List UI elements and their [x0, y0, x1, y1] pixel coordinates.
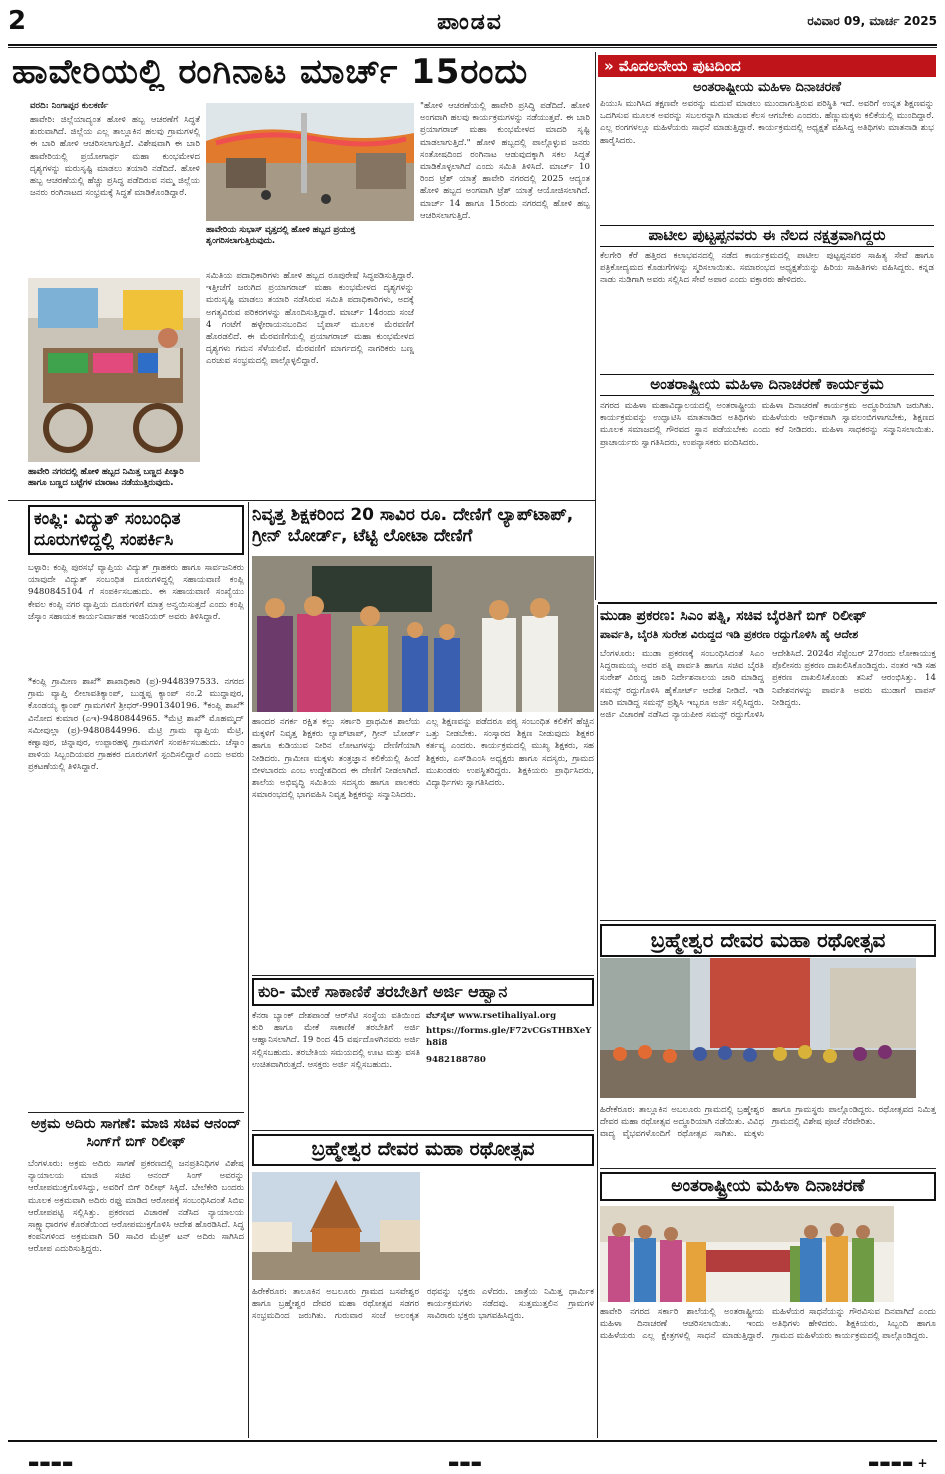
- lead-body-left: ಹಾವೇರಿ: ಜಿಲ್ಲೆಯಾದ್ಯಂತ ಹೋಳಿ ಹಬ್ಬ ಆಚರಣೆಗೆ ಸಿದ್ಧತೆ ಶುರುವಾಗಿದೆ. ಜಿಲ್ಲೆಯ ಎಲ್ಲ ತಾಲ್ಲೂಕಿನ ಹಲವು ಗ್ರಾಮಗಳಲ್ಲಿ ಈ ಬಾರಿ ಹೋಳಿ ಆಚರಿಸಲಾಗುತ್ತಿದೆ. ವಿಶೇಷವಾಗಿ ಈ ಬಾರಿ ಹಾವೇರಿಯಲ್ಲಿ ಪ್ರಯೋಗಾರ್ಥ ಮಹಾ ಕುಂಭಮೇಳದ ದೃಶ್ಯಗಳನ್ನು ಮರುಸೃಷ್ಟಿ ಮಾಡಲು ತಯಾರಿ ನಡೆದಿದೆ. ಹೋಳಿ ಹಬ್ಬ ಆಚರಣೆಯಲ್ಲಿ ಹೆಚ್ಚು ಪ್ರಸಿದ್ಧ ಪಡೆದಿರುವ ನಮ್ಮ ಜಿಲ್ಲೆಯ ಜನರು ರಂಗಿನಾಟದ ಸಂಭ್ರಮಕ್ಕೆ ಸಿದ್ಧತೆ ಮಾಡಿಕೊಂಡಿದ್ದಾರೆ.: [30, 115, 200, 199]
- kuri-form-link: https://forms.gle/F72vCGsTHBXeYh8i8: [426, 1026, 592, 1049]
- holi-stall-photo: [28, 278, 200, 462]
- akrama-body: ಬೆಂಗಳೂರು: ಅಕ್ರಮ ಅದಿರು ಸಾಗಣೆ ಪ್ರಕರಣದಲ್ಲಿ ಜನಪ್ರತಿನಿಧಿಗಳ ವಿಶೇಷ ನ್ಯಾಯಾಲಯ ಮಾಜಿ ಸಚಿವ ಆನಂದ್ ಸಿಂಗ್ ಅವರನ್ನು ಆರೋಪಮುಕ್ತಗೊಳಿಸಿದ್ದು, ಅವರಿಗೆ ಬಿಗ್ ರಿಲೀಫ್ ಸಿಕ್ಕಿದೆ. ಬೇಲೆಕೇರಿ ಬಂದರು ಮೂಲಕ ಅಕ್ರಮವಾಗಿ ಅದಿರು ರಫ್ತು ಮಾಡಿದ ಆರೋಪಕ್ಕೆ ಸಂಬಂಧಿಸಿದಂತೆ ಸಿಬಿಐ ಆರೋಪಪಟ್ಟಿ ಸಲ್ಲಿಸಿತ್ತು. ಪ್ರಕರಣದ ವಿಚಾರಣೆ ನಡೆಸಿದ ನ್ಯಾಯಾಲಯ ಸಾಕ್ಷ್ಯಾಧಾರಗಳ ಕೊರತೆಯಿಂದ ಆರೋಪಮುಕ್ತಗೊಳಿಸಿ ಆದೇಶ ಹೊರಡಿಸಿದೆ. ಸಿದ್ಧ ಕಂಪನಿಗಳಿಂದ ಅಕ್ರಮವಾಗಿ 50 ಸಾವಿರ ಮೆಟ್ರಿಕ್ ಟನ್ ಅದಿರು ಸಾಗಿಸಿದ ಆರೋಪ ಎದುರಿಸುತ್ತಿದ್ದರು.: [28, 1159, 244, 1255]
- lead-headline: ಹಾವೇರಿಯಲ್ಲಿ ರಂಗಿನಾಟ ಮಾರ್ಚ್ 15ರಂದು: [12, 54, 529, 92]
- festival-crowd-photo: [600, 958, 916, 1098]
- section-banner: » ಮೊದಲನೇಯ ಪುಟದಿಂದ: [598, 55, 936, 77]
- rathotsava-big-headline: ಬ್ರಹ್ಮೇಶ್ವರ ದೇವರ ಮಹಾ ರಥೋತ್ಸವ: [600, 924, 936, 957]
- womens-day-big-body: ಹಾವೇರಿ ನಗರದ ಸರ್ಕಾರಿ ಶಾಲೆಯಲ್ಲಿ ಅಂತರಾಷ್ಟ್ರೀಯ ಮಹಿಳಾ ದಿನಾಚರಣೆ ಆಚರಿಸಲಾಯಿತು. ಇಂದು ಮಹಿಳೆಯರು ಎಲ್ಲ ಕ್ಷೇತ್ರಗಳಲ್ಲಿ ಸಾಧನೆ ಮಾಡುತ್ತಿದ್ದಾರೆ. ಮಹಿಳೆಯರ ಸಾಧನೆಯನ್ನು ಗೌರವಿಸುವ ದಿನವಾಗಿದೆ ಎಂದು ಅತಿಥಿಗಳು ಹೇಳಿದರು. ಶಿಕ್ಷಕಿಯರು, ಸಿಬ್ಬಂದಿ ಹಾಗೂ ಗ್ರಾಮದ ಮಹಿಳೆಯರು ಕಾರ್ಯಕ್ರಮದಲ್ಲಿ ಪಾಲ್ಗೊಂಡಿದ್ದರು.: [600, 1307, 936, 1342]
- kampli-headline: ಕಂಪ್ಲಿ: ವಿದ್ಯುತ್ ಸಂಬಂಧಿತ ದೂರುಗಳಿದ್ದಲ್ಲಿ ಸಂಪರ್ಕಿಸಿ: [28, 505, 244, 555]
- footer-mark-left: ▬▬▬▬: [28, 1456, 74, 1470]
- classroom-donation-photo: [252, 556, 594, 712]
- page-number: 2: [8, 6, 27, 36]
- muda-subhead: ಪಾರ್ವತಿ, ಬೈರತಿ ಸುರೇಶ ವಿರುದ್ಧದ ಇಡಿ ಪ್ರಕರಣ ರದ್ದುಗೊಳಿಸಿ ಹೈ ಆದೇಶ: [600, 628, 859, 641]
- dateline: ರವಿವಾರ 09, ಮಾರ್ಚ 2025: [807, 14, 937, 28]
- footer-mark-right: ▬▬▬▬ +: [868, 1456, 928, 1470]
- womens-day-big-headline: ಅಂತರಾಷ್ಟ್ರೀಯ ಮಹಿಳಾ ದಿನಾಚರಣೆ: [600, 1172, 936, 1201]
- kampli-body: ಬಳ್ಳಾರಿ: ಕಂಪ್ಲಿ ಪುರಸಭೆ ವ್ಯಾಪ್ತಿಯ ವಿದ್ಯುತ್ ಗ್ರಾಹಕರು ಹಾಗೂ ಸಾರ್ವಜನಿಕರು ಯಾವುದೇ ವಿದ್ಯುತ್ ಸಂಬಂಧಿತ ದೂರುಗಳಿದ್ದಲ್ಲಿ ಸಹಾಯವಾಣಿ ಕಂಪ್ಲಿ 9480845104 ಗೆ ಸಂಪರ್ಕಿಸಬಹುದು. ಈ ಸಹಾಯವಾಣಿ ಸಂಖ್ಯೆಯು ಕೇವಲ ಕಂಪ್ಲಿ ನಗರ ವ್ಯಾಪ್ತಿಯ ದೂರುಗಳಿಗೆ ಮಾತ್ರ ಅನ್ವಯಿಸುತ್ತದೆ ಎಂದು ಕಂಪ್ಲಿ ಜೆಸ್ಕಾಂ ಸಹಾಯಕ ಕಾರ್ಯನಿರ್ವಾಹಕ ಇಂಜಿನಿಯರ್ ಅವರು ತಿಳಿಸಿದ್ದಾರೆ.: [28, 563, 244, 622]
- womens-day-body: ಪಿಯುಸಿ ಮುಗಿಸಿದ ತಕ್ಷಣವೇ ಅವರನ್ನು ಮದುವೆ ಮಾಡಲು ಮುಂದಾಗುತ್ತಿರುವ ಪರಿಸ್ಥಿತಿ ಇದೆ. ಅವರಿಗೆ ಉನ್ನತ ಶಿಕ್ಷಣವನ್ನು ಒದಗಿಸುವ ಮೂಲಕ ಅವರನ್ನು ಸಬಲರನ್ನಾಗಿ ಮಾಡುವ ಕೆಲಸ ಆಗಬೇಕು ಎಂದರು. ಹೆಣ್ಣುಮಕ್ಕಳು ಕಲಿಕೆಯಲ್ಲಿ ಮುಂದಿದ್ದಾರೆ. ಎಲ್ಲ ರಂಗಗಳಲ್ಲೂ ಮಹಿಳೆಯರು ಸಾಧನೆ ಮಾಡುತ್ತಿದ್ದಾರೆ. ಕಾರ್ಯಕ್ರಮದಲ್ಲಿ ಅಧ್ಯಕ್ಷತೆ ವಹಿಸಿದ್ದ ಅತಿಥಿಗಳು ಮಾತನಾಡಿ ಶುಭ ಹಾರೈಸಿದರು.: [600, 99, 934, 146]
- patil-headline: ಪಾಟೀಲ ಪುಟ್ಟಪ್ಪನವರು ಈ ನೆಲದ ನಕ್ಷತ್ರವಾಗಿದ್ದರು: [600, 225, 934, 247]
- kuri-body: ಕೆನರಾ ಬ್ಯಾಂಕ್ ದೇಶಪಾಂಡೆ ಆರ್‌ಸೆಟಿ ಸಂಸ್ಥೆಯ ವತಿಯಿಂದ ಕುರಿ ಹಾಗೂ ಮೇಕೆ ಸಾಕಾಣಿಕೆ ತರಬೇತಿಗೆ ಅರ್ಜಿ ಆಹ್ವಾನಿಸಲಾಗಿದೆ. 19 ರಿಂದ 45 ವರ್ಷದೊಳಗಿನವರು ಅರ್ಜಿ ಸಲ್ಲಿಸಬಹುದು. ತರಬೇತಿಯ ಸಮಯದಲ್ಲಿ ಊಟ ಮತ್ತು ವಸತಿ ಉಚಿತವಾಗಿರುತ್ತದೆ. ಆಸಕ್ತರು ಅರ್ಜಿ ಸಲ್ಲಿಸಬಹುದು.: [252, 1011, 420, 1070]
- kuri-phone: 9482188780: [426, 1055, 486, 1065]
- kuri-headline: ಕುರಿ- ಮೇಕೆ ಸಾಕಾಣಿಕೆ ತರಬೇತಿಗೆ ಅರ್ಜಿ ಆಹ್ವಾನ: [252, 978, 594, 1006]
- lead-caption-1: ಹಾವೇರಿಯ ಸುಭಾಸ್ ವೃತ್ತದಲ್ಲಿ ಹೋಳಿ ಹಬ್ಬದ ಪ್ರಯುಕ್ತ ಶೃಂಗರಿಸಲಾಗುತ್ತಿರುವುದು.: [206, 224, 356, 246]
- womens-program-headline: ಅಂತರಾಷ್ಟ್ರೀಯ ಮಹಿಳಾ ದಿನಾಚರಣೆ ಕಾರ್ಯಕ್ರಮ: [600, 374, 934, 396]
- teacher-body-left: ಹಾಂದರ ನಗರ್ಕ ರಕ್ಷಿತ ಕಲ್ಲು ಸರ್ಕಾರಿ ಪ್ರಾಥಮಿಕ ಶಾಲೆಯ ಮಕ್ಕಳಿಗೆ ನಿವೃತ್ತ ಶಿಕ್ಷಕರು ಲ್ಯಾಪ್‌ಟಾಪ್, ಗ್ರೀನ್ ಬೋರ್ಡ್ ಹಾಗೂ ಕುಡಿಯುವ ನೀರಿನ ಲೋಟಗಳನ್ನು ದೇಣಿಗೆಯಾಗಿ ನೀಡಿದರು. ಗ್ರಾಮೀಣ ಮಕ್ಕಳು ತಂತ್ರಜ್ಞಾನ ಕಲಿಕೆಯಲ್ಲಿ ಹಿಂದೆ ಬೀಳಬಾರದು ಎಂಬ ಉದ್ದೇಶದಿಂದ ಈ ದೇಣಿಗೆ ನೀಡಲಾಗಿದೆ. ಶಾಲೆಯ ಅಭಿವೃದ್ಧಿ ಸಮಿತಿಯ ಸದಸ್ಯರು ಹಾಗೂ ಪಾಲಕರು ಸಮಾರಂಭದಲ್ಲಿ ಭಾಗವಹಿಸಿ ನಿವೃತ್ತ ಶಿಕ್ಷಕರನ್ನು ಸನ್ಮಾನಿಸಿದರು.: [252, 717, 420, 801]
- lead-body-right: "ಹೋಳಿ ಆಚರಣೆಯಲ್ಲಿ ಹಾವೇರಿ ಪ್ರಸಿದ್ಧಿ ಪಡೆದಿದೆ. ಹೋಳಿ ಅಂಗವಾಗಿ ಹಲವು ಕಾರ್ಯಕ್ರಮಗಳನ್ನು ನಡೆಯುತ್ತವೆ. ಈ ಬಾರಿ ಪ್ರಯಾಗರಾಜ್ ಮಹಾ ಕುಂಭಮೇಳದ ಮಾದರಿ ಸೃಷ್ಟಿ ಮಾಡಲಾಗುತ್ತಿದೆ." ಹೋಳಿ ಹಬ್ಬದಲ್ಲಿ ಪಾಲ್ಗೊಳ್ಳುವ ಜನರು ಸಂತೋಷದಿಂದ ರಂಗಿನಾಟ ಆಡುವುದಕ್ಕಾಗಿ ಸಕಲ ಸಿದ್ಧತೆ ಮಾಡಿಕೊಳ್ಳಲಾಗಿದೆ ಎಂದು ಸಮಿತಿ ತಿಳಿಸಿದೆ. ಮಾರ್ಚ್ 10 ರಿಂದ ಟ್ರೆಶ್ ಯಾತ್ರೆ ಹಾವೇರಿ ನಗರದಲ್ಲಿ 2025 ಆದ್ಯಂತ ಹೋಳಿ ಹಬ್ಬದ ಅಂಗವಾಗಿ ಟ್ರೆಶ್ ಯಾತ್ರೆ ಆಯೋಜಿಸಲಾಗಿದೆ. ಮಾರ್ಚ್ 14 ಹಾಗೂ 15ರಂದು ನಗರದಲ್ಲಿ ಹೋಳಿ ಹಬ್ಬ ಆಚರಿಸಲಾಗುತ್ತಿದೆ.: [420, 101, 590, 221]
- kampli-contact-list: *ಕಂಪ್ಲಿ ಗ್ರಾಮೀಣ ಶಾಖೆ* ಶಾಖಾಧಿಕಾರಿ (ಪ್ರ)-9448397533. ನಗರದ ಗ್ರಾಮ ವ್ಯಾಪ್ತಿ ಲೀಲಾವತಿಕ್ಯಾಂಪ್, ಬುಡ್ಡಪ್ಪ ಕ್ಯಾಂಪ್ ನಂ.2 ಮುದ್ದಾಪುರ, ಕೊಂಡಯ್ಯ ಕ್ಯಾಂಪ್ ಗ್ರಾಮಗಳಿಗೆ ಶ್ರೀಧರ್-9901340196. *ಕಂಪ್ಲಿ ಶಾಖೆ* ವಿನೋದ ಕುಮಾರ (ಎಇ)-9480844965. *ಮೆಟ್ರಿ ಶಾಖೆ* ಮೊಹಮ್ಮದ್ ಸಮೀವುಲ್ಲಾ (ಪ್ರ)-9480844996. ಮೆಟ್ರಿ ಗ್ರಾಮ ವ್ಯಾಪ್ತಿಯ ಮೆಟ್ರಿ, ಕಣ್ವಾಪುರ, ಚಿನ್ನಾಪುರ, ಉಪ್ಪಾರಹಳ್ಳಿ ಗ್ರಾಮಗಳಿಗೆ ಸಂಪರ್ಕಿಸಬಹುದು. ಚೆಸ್ಕಾಂ ಪಾಳಿಯ ಸಿಬ್ಬಂದಿಯವರ ಗ್ರಾಹಕರ ದೂರುಗಳಿಗೆ ಸ್ಪಂದಿಸಲಿದ್ದಾರೆ ಎಂದು ಅವರು ಪ್ರಕಟಣೆಯಲ್ಲಿ ತಿಳಿಸಿದ್ದಾರೆ.: [28, 677, 244, 773]
- muda-headline: ಮುಡಾ ಪ್ರಕರಣ: ಸಿಎಂ ಪತ್ನಿ, ಸಚಿವ ಬೈರತಿಗೆ ಬಿಗ್ ರಿಲೀಫ್: [600, 608, 867, 624]
- teacher-headline: ನಿವೃತ್ತ ಶಿಕ್ಷಕರಿಂದ 20 ಸಾವಿರ ರೂ. ದೇಣಿಗೆ ಲ್ಯಾಪ್‌ಟಾಪ್, ಗ್ರೀನ್ ಬೋರ್ಡ್, ಟೆಟ್ಟಿ ಲೋಟಾ ದೇಣಿಗೆ: [252, 505, 574, 547]
- womens-program-body: ನಗರದ ಮಹಿಳಾ ಮಹಾವಿದ್ಯಾಲಯದಲ್ಲಿ ಅಂತರಾಷ್ಟ್ರೀಯ ಮಹಿಳಾ ದಿನಾಚರಣೆ ಕಾರ್ಯಕ್ರಮ ಅದ್ಧೂರಿಯಾಗಿ ಜರುಗಿತು. ಕಾರ್ಯಕ್ರಮವನ್ನು ಉದ್ಘಾಟಿಸಿ ಮಾತನಾಡಿದ ಅತಿಥಿಗಳು ಮಹಿಳೆಯರು ಆರ್ಥಿಕವಾಗಿ ಸ್ವಾವಲಂಬಿಗಳಾಗಬೇಕು, ಶಿಕ್ಷಣದ ಮೂಲಕ ಸಮಾಜದಲ್ಲಿ ಗೌರವದ ಸ್ಥಾನ ಪಡೆಯಬೇಕು ಎಂದು ಕರೆ ನೀಡಿದರು. ಮಹಿಳಾ ಸಾಧಕರನ್ನು ಸನ್ಮಾನಿಸಲಾಯಿತು. ಪ್ರಾಚಾರ್ಯರು ಸ್ವಾಗತಿಸಿದರು, ಉಪನ್ಯಾಸಕರು ವಂದಿಸಿದರು.: [600, 401, 934, 448]
- rathotsava-big-body: ಹಿರೇಕೆರೂರ: ತಾಲ್ಲೂಕಿನ ಅಬಲೂರು ಗ್ರಾಮದಲ್ಲಿ ಬ್ರಹ್ಮೇಶ್ವರ ದೇವರ ಮಹಾ ರಥೋತ್ಸವ ಅದ್ಧೂರಿಯಾಗಿ ನಡೆಯಿತು. ವಿವಿಧ ವಾದ್ಯ ವೈಭವಗಳೊಂದಿಗೆ ರಥೋತ್ಸವ ಸಾಗಿತು. ಮಕ್ಕಳು ಹಾಗೂ ಗ್ರಾಮಸ್ಥರು ಪಾಲ್ಗೊಂಡಿದ್ದರು. ರಥೋತ್ಸವದ ನಿಮಿತ್ತ ಗ್ರಾಮದಲ್ಲಿ ವಿಶೇಷ ಪೂಜೆ ನೆರವೇರಿತು.: [600, 1105, 936, 1140]
- masthead: ಪಾಂಡವ: [437, 10, 503, 35]
- teacher-body-right: ಎಲ್ಲ ಶಿಕ್ಷಣವನ್ನು ಪಡೆದರೂ ಪಠ್ಯ ಸಂಬಂಧಿತ ಕಲಿಕೆಗೆ ಹೆಚ್ಚಿನ ಒತ್ತು ನೀಡಬೇಕು. ಸಂಸ್ಕಾರದ ಶಿಕ್ಷಣ ನೀಡುವುದು ಶಿಕ್ಷಕರ ಕರ್ತವ್ಯ ಎಂದರು. ಕಾರ್ಯಕ್ರಮದಲ್ಲಿ ಮುಖ್ಯ ಶಿಕ್ಷಕರು, ಸಹ ಶಿಕ್ಷಕರು, ಎಸ್‌ಡಿಎಂಸಿ ಅಧ್ಯಕ್ಷರು ಹಾಗೂ ಸದಸ್ಯರು, ಗ್ರಾಮದ ಮುಖಂಡರು ಉಪಸ್ಥಿತರಿದ್ದರು. ಶಿಕ್ಷಕಿಯರು ಪ್ರಾರ್ಥಿಸಿದರು, ವಿದ್ಯಾರ್ಥಿಗಳು ಸ್ವಾಗತಿಸಿದರು.: [426, 717, 594, 789]
- muda-body: ಬೆಂಗಳೂರು: ಮುಡಾ ಪ್ರಕರಣಕ್ಕೆ ಸಂಬಂಧಿಸಿದಂತೆ ಸಿಎಂ ಸಿದ್ದರಾಮಯ್ಯ ಅವರ ಪತ್ನಿ ಪಾರ್ವತಿ ಹಾಗೂ ಸಚಿವ ಬೈರತಿ ಸುರೇಶ್ ವಿರುದ್ಧ ಜಾರಿ ನಿರ್ದೇಶನಾಲಯ ಜಾರಿ ಮಾಡಿದ್ದ ಸಮನ್ಸ್ ರದ್ದುಗೊಳಿಸಿ ಹೈಕೋರ್ಟ್ ಆದೇಶ ನೀಡಿದೆ. ಇಡಿ ಜಾರಿ ಮಾಡಿದ್ದ ಸಮನ್ಸ್ ಪ್ರಶ್ನಿಸಿ ಇಬ್ಬರೂ ಅರ್ಜಿ ಸಲ್ಲಿಸಿದ್ದರು. ಅರ್ಜಿ ವಿಚಾರಣೆ ನಡೆಸಿದ ನ್ಯಾಯಪೀಠ ಸಮನ್ಸ್ ರದ್ದುಗೊಳಿಸಿ ಆದೇಶಿಸಿದೆ. 2024ರ ಸೆಪ್ಟೆಂಬರ್ 27ರಂದು ಲೋಕಾಯುಕ್ತ ಪೊಲೀಸರು ಪ್ರಕರಣ ದಾಖಲಿಸಿಕೊಂಡಿದ್ದರು. ನಂತರ ಇಡಿ ಸಹ ಪ್ರಕರಣ ದಾಖಲಿಸಿಕೊಂಡು ತನಿಖೆ ಆರಂಭಿಸಿತ್ತು. 14 ನಿವೇಶನಗಳನ್ನು ಪಾರ್ವತಿ ಅವರು ಮುಡಾಗೆ ವಾಪಸ್ ನೀಡಿದ್ದರು.: [600, 649, 936, 721]
- womens-day-title: ಅಂತರಾಷ್ಟ್ರೀಯ ಮಹಿಳಾ ದಿನಾಚರಣೆ: [693, 80, 841, 95]
- womens-day-group-photo: [600, 1206, 894, 1302]
- kuri-website: ವೆಬ್‌ಸೈಟ್ www.rsetihaliyal.org: [426, 1011, 557, 1021]
- temple-chariot-photo: [252, 1172, 420, 1280]
- rathotsava-small-headline: ಬ್ರಹ್ಮೇಶ್ವರ ದೇವರ ಮಹಾ ರಥೋತ್ಸವ: [252, 1134, 594, 1166]
- rathotsava-small-body: ಹಿರೇಕೆರೂರ: ತಾಲೂಕಿನ ಅಬಲೂರು ಗ್ರಾಮದ ಬಸವೇಶ್ವರ ಹಾಗೂ ಬ್ರಹ್ಮೇಶ್ವರ ದೇವರ ಮಹಾ ರಥೋತ್ಸವ ಸಡಗರ ಸಂಭ್ರಮದಿಂದ ಜರುಗಿತು. ಗುರುವಾರ ಸಂಜೆ ಅಲಂಕೃತ ರಥವನ್ನು ಭಕ್ತರು ಎಳೆದರು. ಜಾತ್ರೆಯ ನಿಮಿತ್ತ ಧಾರ್ಮಿಕ ಕಾರ್ಯಕ್ರಮಗಳು ನಡೆದವು. ಸುತ್ತಮುತ್ತಲಿನ ಗ್ರಾಮಗಳ ಸಾವಿರಾರು ಭಕ್ತರು ಭಾಗವಹಿಸಿದ್ದರು.: [252, 1287, 594, 1322]
- lead-body-center: ಸಮಿತಿಯ ಪದಾಧಿಕಾರಿಗಳು ಹೋಳಿ ಹಬ್ಬದ ರೂಪುರೇಷೆ ಸಿದ್ಧಪಡಿಸುತ್ತಿದ್ದಾರೆ. ಇತ್ತೀಚೆಗೆ ಜರುಗಿದ ಪ್ರಯಾಗರಾಜ್ ಮಹಾ ಕುಂಭಮೇಳದ ದೃಶ್ಯಗಳನ್ನು ಮರುಸೃಷ್ಟಿ ಮಾಡಲು ತಯಾರಿ ನಡೆಸಿರುವ ಸಮಿತಿ ಪದಾಧಿಕಾರಿಗಳು, ಅದಕ್ಕೆ ಅಗತ್ಯವಿರುವ ಪರಿಕರಗಳನ್ನು ಹೊಂದಿಸುತ್ತಿದ್ದಾರೆ. ಮಾರ್ಚ್ 14ರಂದು ಸಂಜೆ 4 ಗಂಟೆಗೆ ಹಳ್ಳೇರಾಯನಬಂದಿನ ಬೈಪಾಸ್ ಮೂಲಕ ಮೆರವಣಿಗೆ ಹೊರಡಲಿದೆ. ಈ ಮೆರವಣಿಗೆಯಲ್ಲಿ ಪ್ರಯಾಗರಾಜ್ ಮಹಾ ಕುಂಭಮೇಳದ ದೃಶ್ಯಗಳು ಗಮನ ಸೆಳೆಯಲಿವೆ. ಮೆರವಣಿಗೆ ಮಾರ್ಗದಲ್ಲಿ ನಾಗರಿಕರು ಬಣ್ಣ ಎರಚುವ ಸಂಭ್ರಮದಲ್ಲಿ ಪಾಲ್ಗೊಳ್ಳಲಿದ್ದಾರೆ.: [206, 271, 414, 367]
- footer-mark-center: ▬▬▬: [448, 1456, 483, 1470]
- akrama-headline: ಅಕ್ರಮ ಅದಿರು ಸಾಗಣೆ: ಮಾಜಿ ಸಚಿವ ಆನಂದ್ ಸಿಂಗ್‌ಗೆ ಬಿಗ್ ರಿಲೀಫ್: [31, 1116, 241, 1151]
- holi-decoration-photo: [206, 103, 414, 221]
- patil-body: ಕೆಲಗೇರಿ ಕೆರೆ ಹತ್ತಿರದ ಕಲಾಭವನದಲ್ಲಿ ನಡೆದ ಕಾರ್ಯಕ್ರಮದಲ್ಲಿ ಪಾಟೀಲ ಪುಟ್ಟಪ್ಪನವರ ಸಾಹಿತ್ಯ ಸೇವೆ ಹಾಗೂ ಪತ್ರಿಕೋದ್ಯಮದ ಕೊಡುಗೆಗಳನ್ನು ಸ್ಮರಿಸಲಾಯಿತು. ಸಮಾರಂಭದ ಅಧ್ಯಕ್ಷತೆಯನ್ನು ಹಿರಿಯ ಸಾಹಿತಿಗಳು ವಹಿಸಿದ್ದರು. ಕನ್ನಡ ನಾಡು ನುಡಿಗಾಗಿ ಅವರು ಸಲ್ಲಿಸಿದ ಸೇವೆ ಅಪಾರ ಎಂದು ವಕ್ತಾರರು ಹೇಳಿದರು.: [600, 251, 934, 286]
- lead-byline: ವರದಿ: ನಿಂಗಾಪ್ಪರ ಕುಲಕರ್ಣಿ: [30, 101, 109, 111]
- lead-caption-2: ಹಾವೇರಿ ನಗರದಲ್ಲಿ ಹೋಳಿ ಹಬ್ಬದ ನಿಮಿತ್ತ ಬಣ್ಣದ ಪಿಚ್ಕಾರಿ ಹಾಗೂ ಬಣ್ಣದ ಬಟ್ಟೆಗಳ ಮಾರಾಟ ನಡೆಯುತ್ತಿರುವುದು.: [28, 466, 184, 488]
